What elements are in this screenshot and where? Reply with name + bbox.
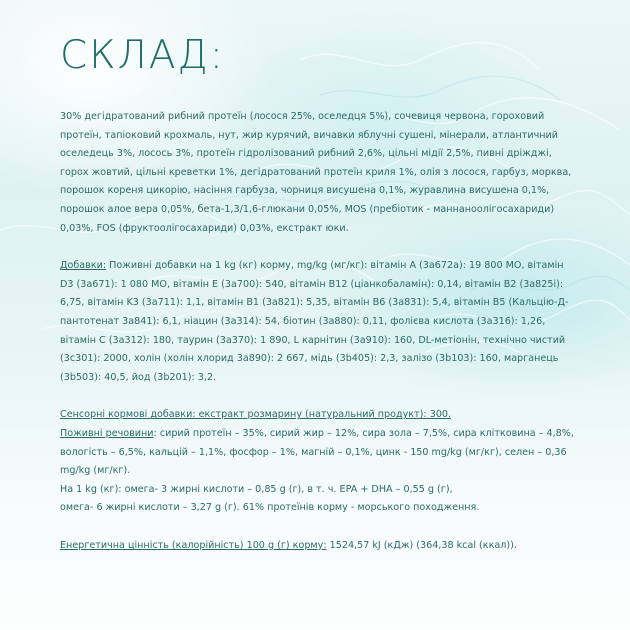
sensory-text: Сенсорні кормові добавки: екстракт розмарину (натуральний продукт): 300. [60, 409, 452, 421]
composition-text: 30% дегідратований рибний протеїн (лосося 25%, оселедця 5%), сочевиця червона, гороховий протеїн, тапіоковий крохмаль, нут, жир курячий, вичавки яблучні сушені, мінерали, атлантичний оселедець 3%, лосось 3%, протеїн гідролізований рибний 2,6%, цільні мідії 2,5%, пивні дріжджі, горох жовтий, цільні креветки 1%, дегідратований протеїн криля 1%, олія з лосося, гарбуз, морква, порошок кореня цикорію, насіння гарбуза, чорниця висушена 0,1%, журавлина висушена 0,1%, порошок алое вера 0,05%, бета-1,3/1,6-глюкани 0,05%, MOS (пребіотик - маннаноолігосахариди) 0,03%, FOS (фруктоолігосахариди) 0,03%, екстракт юки. [60, 111, 572, 234]
additives-paragraph [60, 257, 580, 387]
sensory-additives [60, 406, 580, 425]
composition-page [60, 30, 580, 555]
omega-line-2: омега- 6 жирні кислоти – 3,27 g (г). 61% протеїнів корму - морського походження. [60, 502, 480, 514]
energy-text: 1524,57 kJ (кДж) (364,38 kcal (ккал)). [326, 539, 517, 551]
omega-line-1: На 1 kg (кг): омега- 3 жирні кислоти – 0,85 g (г), в т. ч. EPA + DHA – 0,55 g (г), [60, 483, 453, 495]
nutrients-paragraph [60, 425, 580, 481]
additives-text: Поживні добавки на 1 kg (кг) корму, mg/kg (мг/кг): вітамін А (3a672a): 19 800 МО, вітамін D3 (3a671): 1 080 МО, вітамін E (3a700): 540, вітамін B12 (ціанкобаламін): 0,14, вітамін B2 (3a825i): 6,75, вітамін K3 (3a711): 1,1, вітамін B1 (3a821): 5,35, вітамін B6 (3a831): 5,4, вітамін B5 (Кальцію-Д-пантотенат 3a841): 6,1, ніацин (3a314): 54, біотин (3a880): 0,11, фолієва кислота (3a316): 1,26, вітамін C (3a312): 180, таурин (3a370): 1 890, L карнітин (3a910): 160, DL-метіонін, технічно чистий (3c301): 2000, холін (холін хлорид 3a890): 2 667, мідь (3b405): 2,3, залізо (3b103): 160, марганець (3b503): 40,5, йод (3b201): 3,2. [60, 260, 569, 383]
energy-label: Енергетична цінність (калорійність) 100 g (г) корму: [60, 539, 327, 551]
additives-label: Добавки: [60, 260, 107, 272]
page-title: СКЛАД: [60, 33, 225, 78]
nutrients-label: Поживні речовини [60, 427, 154, 439]
energy-paragraph [60, 537, 580, 556]
nutrients-text: : сирий протеїн – 35%, сирий жир – 12%, сира зола – 7,5%, сира клітковина – 4,8%, вологість – 6,5%, кальцій – 1,1%, фосфор – 1%, магній – 0,1%, цинк - 150 mg/kg (мг/кг), селен – 0,36 mg/kg (мг/кг). [60, 427, 574, 477]
